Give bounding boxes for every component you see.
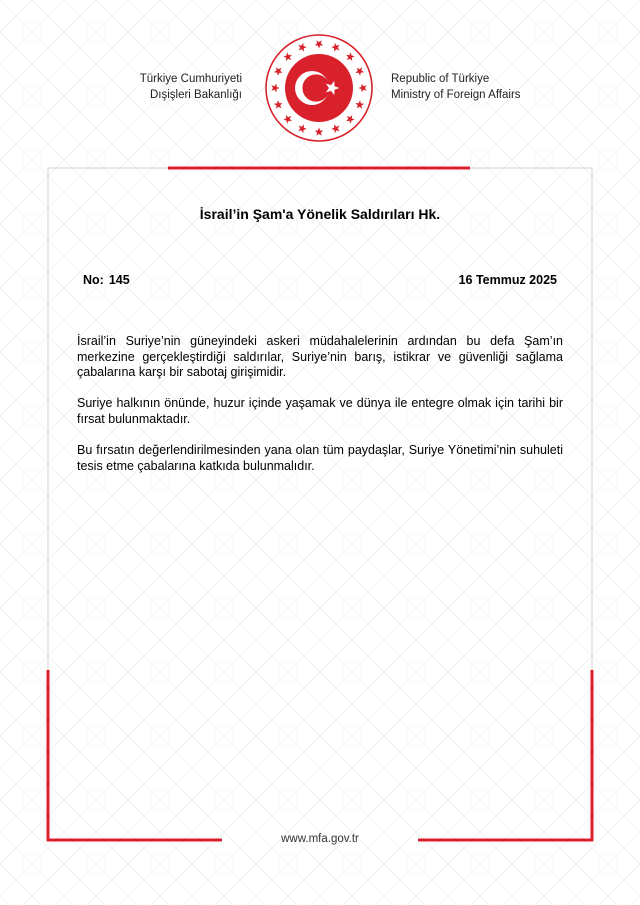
- document-title: İsrail’in Şam'a Yönelik Saldırıları Hk.: [199, 206, 441, 222]
- body-paragraph: Suriye halkının önünde, huzur içinde yaşamak ve dünya ile entegre olmak için tarihi bir fırsat bulunmaktadır.: [77, 396, 563, 426]
- document-body: [77, 334, 563, 490]
- document-number-label: No:: [83, 273, 104, 287]
- footer-website-link[interactable]: www.mfa.gov.tr: [281, 833, 359, 845]
- body-paragraph: İsrail’in Suriye’nin güneyindeki askeri müdahalelerinin ardından bu defa Şam’ın merkezine gerçekleştirdiği saldırılar, Suriye’nin barış, istikrar ve güvenliği sağlama çabalarına karşı bir sabotaj girişimidir.: [77, 334, 563, 380]
- document-number-value: 145: [108, 273, 130, 287]
- ministry-name-tr-line2: Dışişleri Bakanlığı: [149, 89, 242, 101]
- body-paragraph: Bu fırsatın değerlendirilmesinden yana olan tüm paydaşlar, Suriye Yönetimi’nin suhuleti tesis etme çabalarına katkıda bulunmalıdır.: [77, 443, 563, 473]
- document-date: 16 Temmuz 2025: [458, 273, 557, 287]
- ministry-name-tr-line1: Türkiye Cumhuriyeti: [139, 73, 242, 85]
- document-number: [83, 273, 130, 287]
- ministry-name-en-line2: Ministry of Foreign Affairs: [391, 89, 521, 101]
- ministry-name-en-line1: Republic of Türkiye: [391, 73, 490, 85]
